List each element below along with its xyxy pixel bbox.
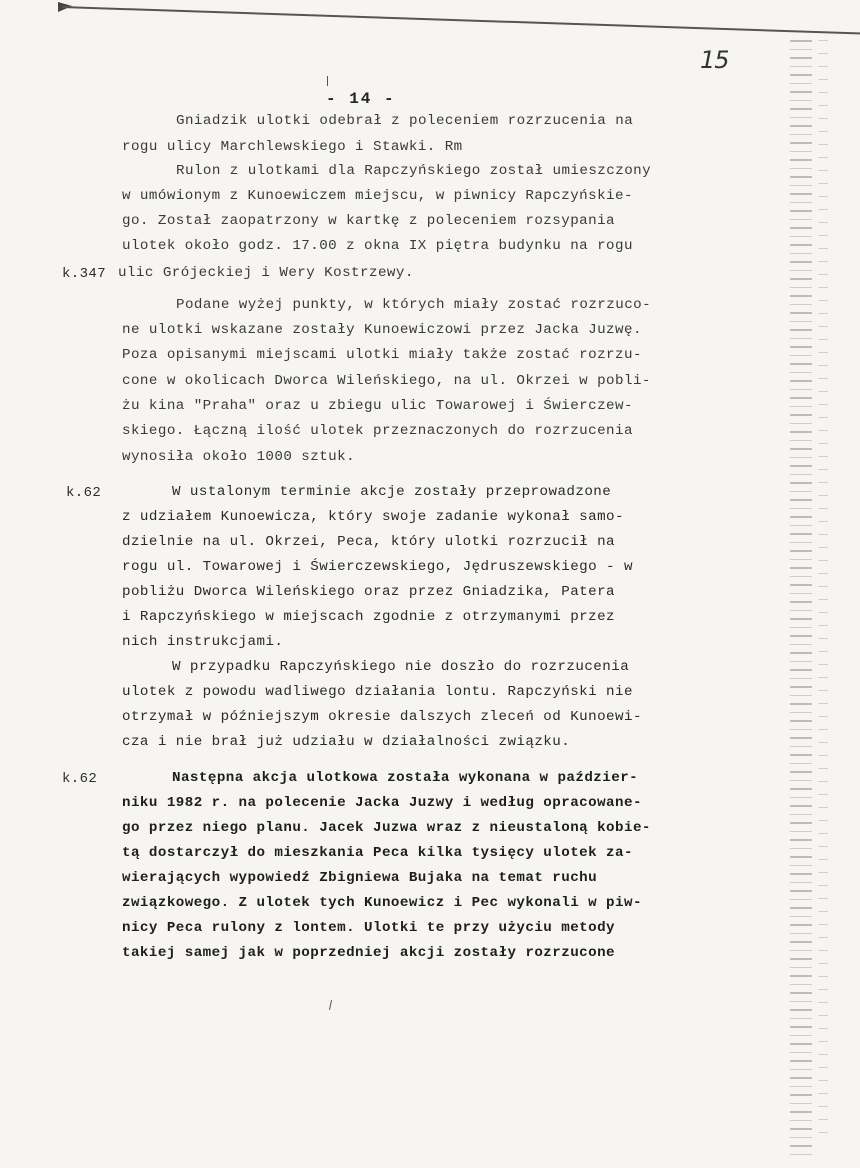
margin-reference: k.62 [62, 771, 98, 787]
text-line: wierających wypowiedź Zbigniewa Bujaka na temat ruchu [122, 870, 598, 886]
text-line: Gniadzik ulotki odebrał z poleceniem rozrzucenia na [176, 113, 634, 129]
archive-page-number: 15 [700, 46, 729, 74]
text-line: go przez niego planu. Jacek Juzwa wraz z nieustaloną kobie- [122, 820, 651, 836]
text-line: ulic Grójeckiej i Wery Kostrzewy. [118, 265, 414, 281]
text-line: żu kina "Praha" oraz u zbiegu ulic Towarowej i Świerczew- [122, 398, 633, 414]
text-line: W przypadku Rapczyńskiego nie doszło do rozrzucenia [172, 659, 630, 675]
text-line: i Rapczyńskiego w miejscach zgodnie z otrzymanymi przez [122, 609, 616, 625]
text-line: niku 1982 r. na polecenie Jacka Juzwy i według opracowane- [122, 795, 642, 811]
text-line: dzielnie na ul. Okrzei, Peca, który ulotki rozrzucił na [122, 534, 616, 550]
text-line: związkowego. Z ulotek tych Kunoewicz i Pec wykonali w piw- [122, 895, 642, 911]
text-line: z udziałem Kunoewicza, który swoje zadanie wykonał samo- [122, 509, 624, 525]
text-line: go. Został zaopatrzony w kartkę z poleceniem rozsypania [122, 213, 616, 229]
text-line: Podane wyżej punkty, w których miały zostać rozrzuco- [176, 297, 652, 313]
margin-reference: k.347 [62, 266, 107, 282]
pen-mark [329, 1000, 332, 1010]
text-line: Poza opisanymi miejscami ulotki miały także zostać rozrzu- [122, 347, 642, 363]
text-line: otrzymał w późniejszym okresie dalszych zleceń od Kunoewi- [122, 709, 642, 725]
text-line: nicy Peca rulony z lontem. Ulotki te przy użyciu metody [122, 920, 616, 936]
text-line: nich instrukcjami. [122, 634, 284, 650]
text-line: cone w okolicach Dworca Wileńskiego, na ul. Okrzei w pobli- [122, 373, 651, 389]
text-line: cza i nie brał już udziału w działalności związku. [122, 734, 571, 750]
scan-right-edge-inner [818, 40, 828, 1140]
pen-mark [327, 76, 328, 86]
scan-top-edge [62, 6, 860, 35]
text-line: ulotek około godz. 17.00 z okna IX piętra budynku na rogu [122, 238, 633, 254]
text-line: ne ulotki wskazane zostały Kunoewiczowi przez Jacka Juzwę. [122, 322, 642, 338]
text-line: ulotek z powodu wadliwego działania lontu. Rapczyński nie [122, 684, 633, 700]
text-line: wynosiła około 1000 sztuk. [122, 449, 356, 465]
text-line: tą dostarczył do mieszkania Peca kilka tysięcy ulotek za- [122, 845, 633, 861]
text-line: takiej samej jak w poprzedniej akcji zostały rozrzucone [122, 945, 616, 961]
text-line: rogu ul. Towarowej i Świerczewskiego, Jędruszewskiego - w [122, 559, 633, 575]
text-line: pobliżu Dworca Wileńskiego oraz przez Gniadzika, Patera [122, 584, 616, 600]
scan-right-edge [790, 40, 812, 1160]
margin-reference: k.62 [66, 485, 102, 501]
text-line: skiego. Łączną ilość ulotek przeznaczonych do rozrzucenia [122, 423, 633, 439]
text-line: Rulon z ulotkami dla Rapczyńskiego został umieszczony [176, 163, 652, 179]
text-line: rogu ulicy Marchlewskiego i Stawki. Rm [122, 139, 463, 155]
text-line: W ustalonym terminie akcje zostały przeprowadzone [172, 484, 612, 500]
text-line: w umówionym z Kunoewiczem miejscu, w piwnicy Rapczyńskie- [122, 188, 633, 204]
text-line: Następna akcja ulotkowa została wykonana w paździer- [172, 770, 639, 786]
page-number: - 14 - [326, 90, 396, 108]
